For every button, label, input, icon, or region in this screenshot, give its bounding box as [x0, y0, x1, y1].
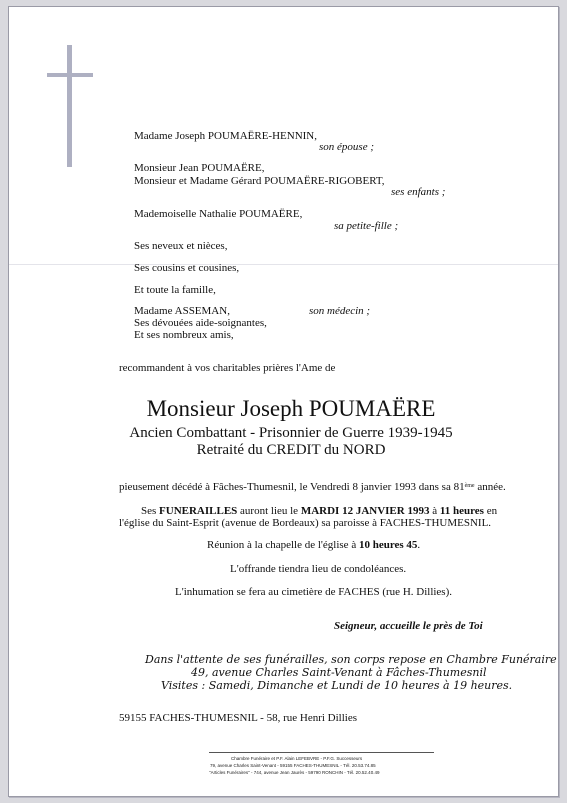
family-line-son: Monsieur Jean POUMAËRE, — [134, 162, 265, 174]
family-line-nephews: Ses neveux et nièces, — [134, 240, 228, 252]
family-role-granddaughter: sa petite-fille ; — [334, 220, 399, 232]
family-line-doctor: Madame ASSEMAN, — [134, 305, 230, 317]
family-role-doctor: son médecin ; — [309, 305, 371, 317]
intro-line: recommandent à vos charitables prières l'Ame de — [119, 362, 336, 374]
family-role-children: ses enfants ; — [391, 186, 446, 198]
footer-line-3: "Articles Funéraires" - 744, avenue Jean Jaurès - 59790 RONCHIN - Tél. 20.52.40.49 — [209, 770, 380, 775]
family-role-widow: son épouse ; — [319, 141, 374, 153]
address-line: 59155 FACHES-THUMESNIL - 58, rue Henri Dillies — [119, 712, 358, 724]
family-line-caregivers: Ses dévouées aide-soignantes, — [134, 317, 267, 329]
chambre-line-2: 49, avenue Charles Saint-Venant à Fâches-Thumesnil — [191, 666, 487, 679]
family-line-all: Et toute la famille, — [134, 284, 216, 296]
deceased-title-2: Retraité du CREDIT du NORD — [196, 442, 386, 458]
family-line-granddaughter: Mademoiselle Nathalie POUMAËRE, — [134, 208, 303, 220]
death-line: pieusement décédé à Fâches-Thumesnil, le Vendredi 8 janvier 1993 dans sa 81ème année. — [119, 481, 506, 493]
family-line-son-couple: Monsieur et Madame Gérard POUMAËRE-RIGOBERT, — [134, 175, 385, 187]
obituary-card — [8, 6, 559, 797]
inhumation-line: L'inhumation se fera au cimetière de FACHES (rue H. Dillies). — [175, 586, 453, 598]
prayer-line: Seigneur, accueille le près de Toi — [334, 620, 483, 632]
deceased-name: Monsieur Joseph POUMAËRE — [146, 396, 436, 421]
chambre-line-3: Visites : Samedi, Dimanche et Lundi de 10 heures à 19 heures. — [161, 679, 513, 692]
family-line-cousins: Ses cousins et cousines, — [134, 262, 240, 274]
offrande-line: L'offrande tiendra lieu de condoléances. — [230, 563, 407, 575]
deceased-title-1: Ancien Combattant - Prisonnier de Guerre 1939-1945 — [129, 425, 453, 441]
footer-rule — [209, 752, 434, 753]
funeral-line-2: l'église du Saint-Esprit (avenue de Bordeaux) sa paroisse à FACHES-THUMESNIL. — [119, 517, 492, 529]
footer-line-2: 79, avenue Charles Saint-Venant - 59155 FACHES-THUMESNIL - Tél. 20.53.74.85 — [210, 763, 376, 768]
funeral-line-1: Ses FUNERAILLES auront lieu le MARDI 12 JANVIER 1993 à 11 heures en — [141, 505, 498, 517]
family-line-widow: Madame Joseph POUMAËRE-HENNIN, — [134, 130, 318, 142]
reunion-line: Réunion à la chapelle de l'église à 10 heures 45. — [207, 539, 421, 551]
family-line-friends: Et ses nombreux amis, — [134, 329, 234, 341]
footer-line-1: Chambre Funéraire et P.F. Alain LEFEBVRE - P.F.G. Successeurs — [231, 756, 363, 761]
fold-line — [9, 264, 558, 265]
chambre-line-1: Dans l'attente de ses funérailles, son corps repose en Chambre Funéraire — [145, 653, 557, 666]
